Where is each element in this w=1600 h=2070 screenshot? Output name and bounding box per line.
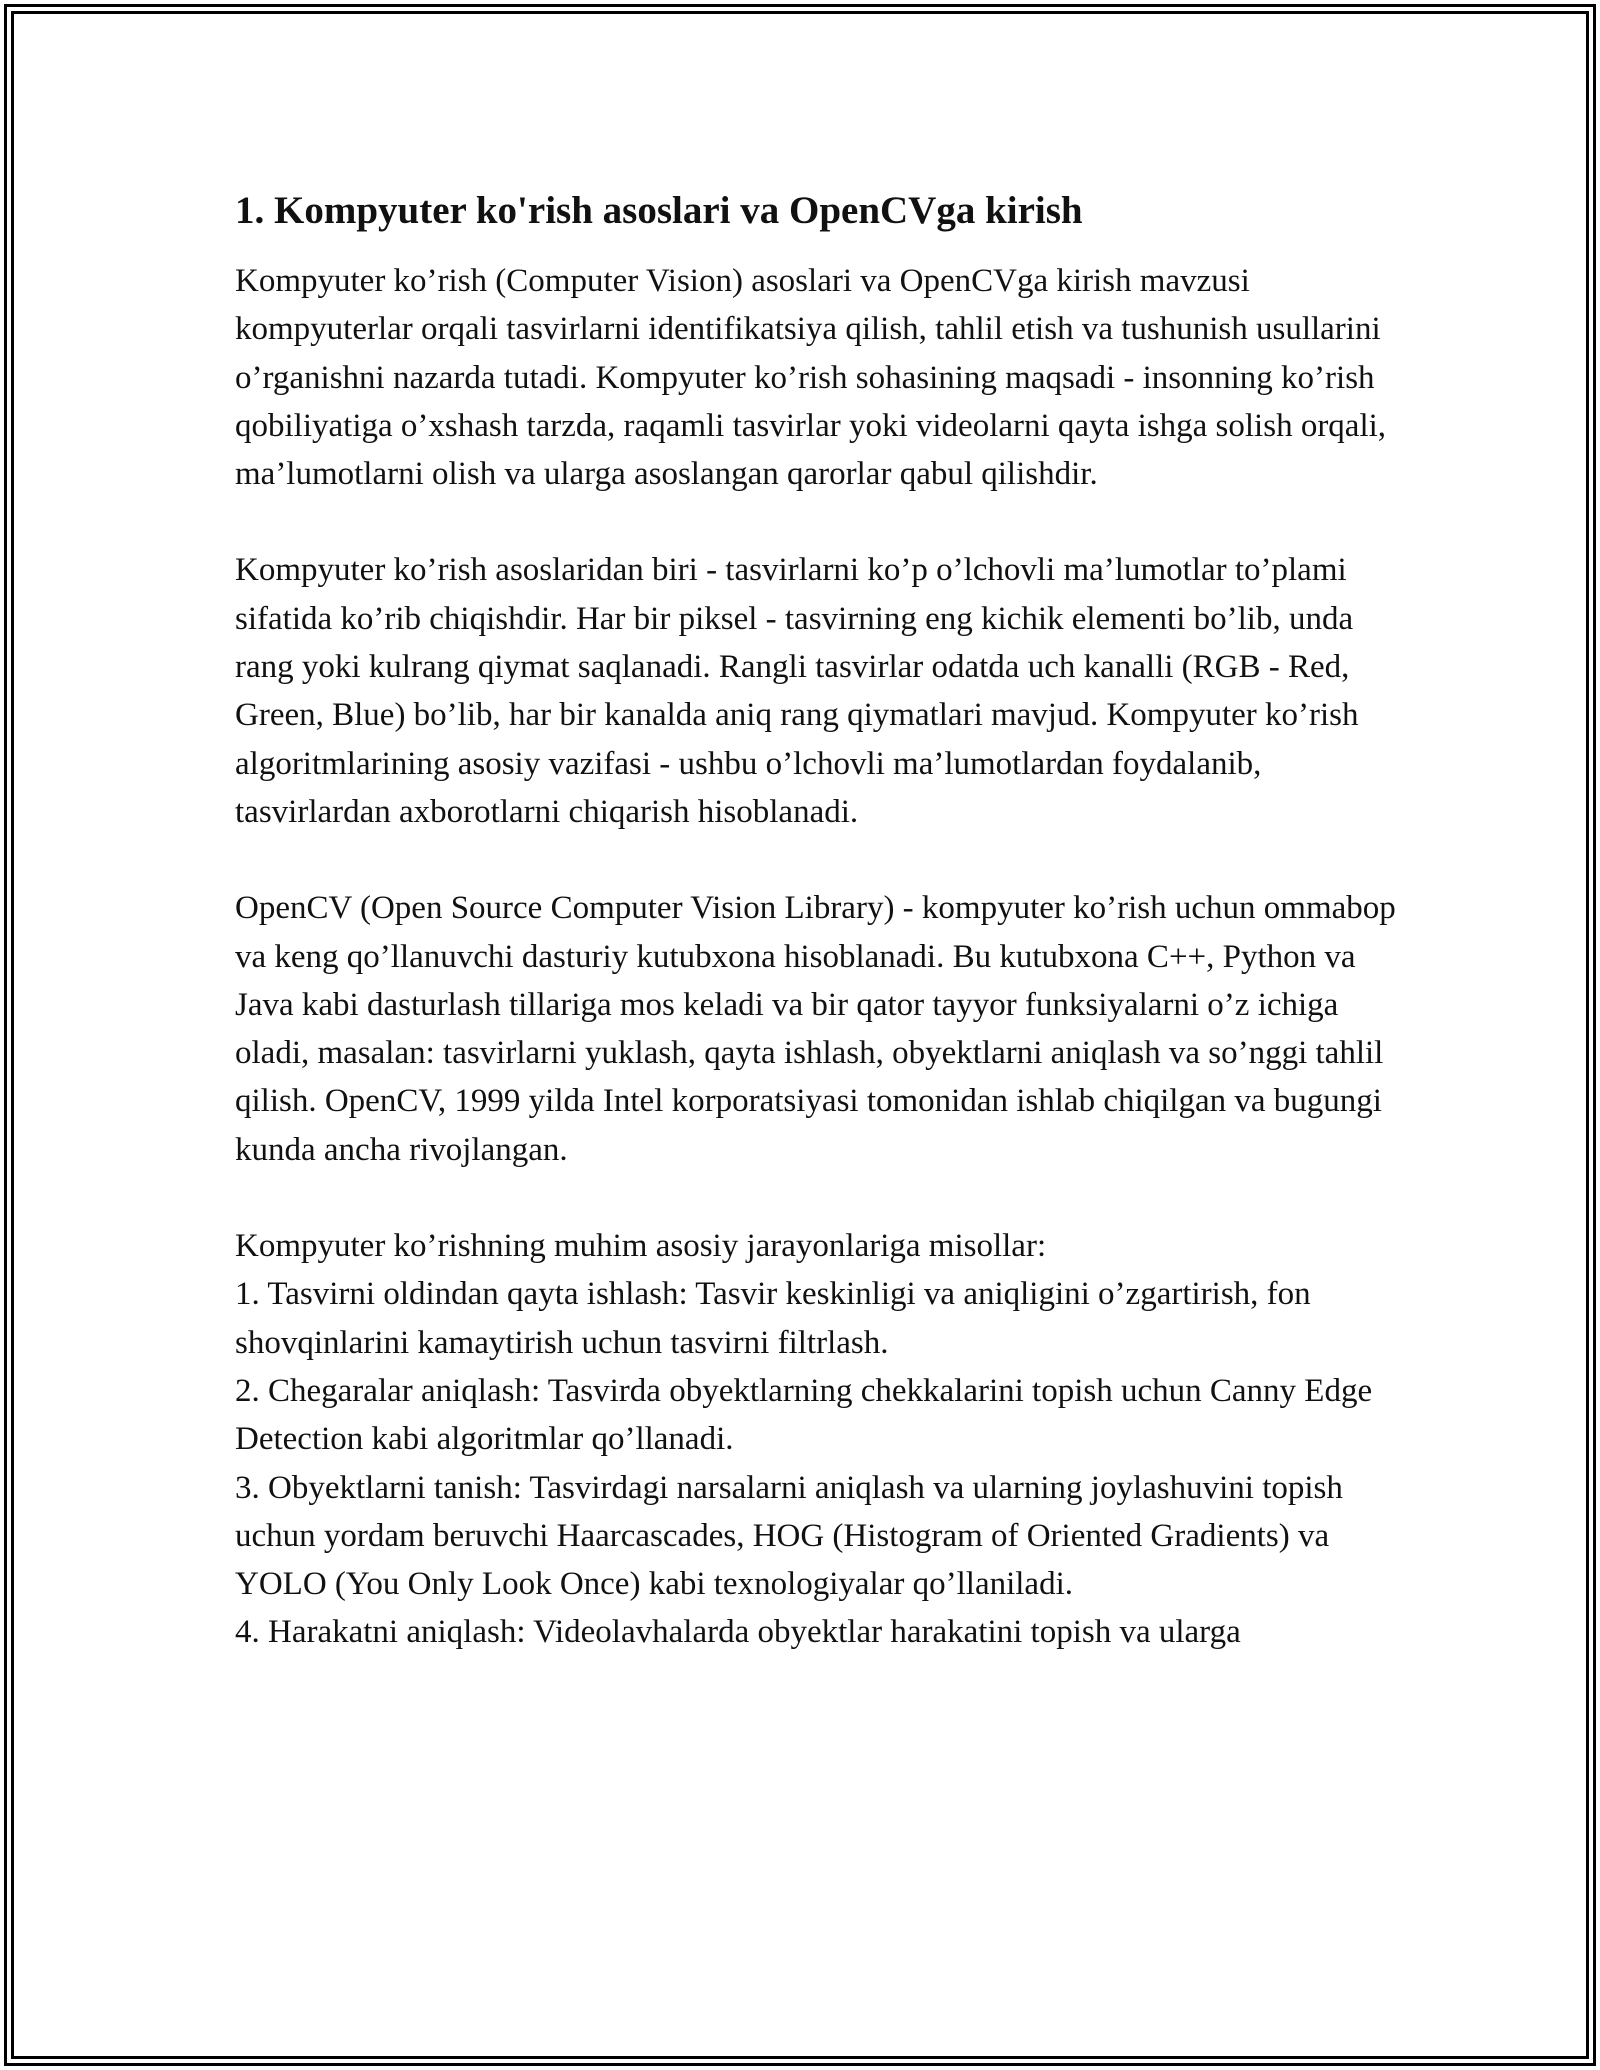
list-item: 4. Harakatni aniqlash: Videolavhalarda obyektlar harakatini topish va ularga [235,1614,1241,1651]
list-item: 3. Obyektlarni tanish: Tasvirdagi narsalarni aniqlash va ularning joylashuvini topish uchun yordam beruvchi Haarcascades, HOG (Histogram of Oriented Gradients) va YOLO (You Only Look Once) kabi texnologiyalar qo’llaniladi. [235,1469,1343,1603]
process-list [235,1270,1415,1656]
document-body [235,185,1415,1657]
paragraph-intro: Kompyuter ko’rish (Computer Vision) asoslari va OpenCVga kirish mavzusi kompyuterlar orqali tasvirlarni identifikatsiya qilish, tahlil etish va tushunish usullarini o’rganishni nazarda tutadi. Kompyuter ko’rish sohasining maqsadi - insonning ko’rish qobiliyatiga o’xshash tarzda, raqamli tasvirlar yoki videolarni qayta ishga solish orqali, ma’lumotlarni olish va ularga asoslangan qarorlar qabul qilishdir. [235,263,1387,493]
list-intro: Kompyuter ko’rishning muhim asosiy jarayonlariga misollar: [235,1228,1047,1265]
section-heading: 1. Kompyuter ko'rish asoslari va OpenCVga kirish [235,189,1083,232]
list-item: 1. Tasvirni oldindan qayta ishlash: Tasvir keskinligi va aniqligini o’zgartirish, fon shovqinlarini kamaytirish uchun tasvirni filtrlash. [235,1276,1311,1361]
list-item: 2. Chegaralar aniqlash: Tasvirda obyektlarning chekkalarini topish uchun Canny Edge Detection kabi algoritmlar qo’llanadi. [235,1372,1373,1458]
paragraph-pixels: Kompyuter ko’rish asoslaridan biri - tasvirlarni ko’p o’lchovli ma’lumotlar to’plami sifatida ko’rib chiqishdir. Har bir piksel - tasvirning eng kichik elementi bo’lib, unda rang yoki kulrang qiymat saqlanadi. Rangli tasvirlar odatda uch kanalli (RGB - Red, Green, Blue) bo’lib, har bir kanalda aniq rang qiymatlari mavjud. Kompyuter ko’rish algoritmlarining asosiy vazifasi - ushbu o’lchovli ma’lumotlardan foydalanib, tasvirlardan axborotlarni chiqarish hisoblanadi. [235,552,1359,830]
paragraph-opencv: OpenCV (Open Source Computer Vision Library) - kompyuter ko’rish uchun ommabop va keng qo’llanuvchi dasturiy kutubxona hisoblanadi. Bu kutubxona C++, Python va Java kabi dasturlash tillariga mos keladi va bir qator tayyor funksiyalarni o’z ichiga oladi, masalan: tasvirlarni yuklash, qayta ishlash, obyektlarni aniqlash va so’nggi tahlil qilish. OpenCV, 1999 yilda Intel korporatsiyasi tomonidan ishlab chiqilgan va bugungi kunda ancha rivojlangan. [235,890,1396,1168]
